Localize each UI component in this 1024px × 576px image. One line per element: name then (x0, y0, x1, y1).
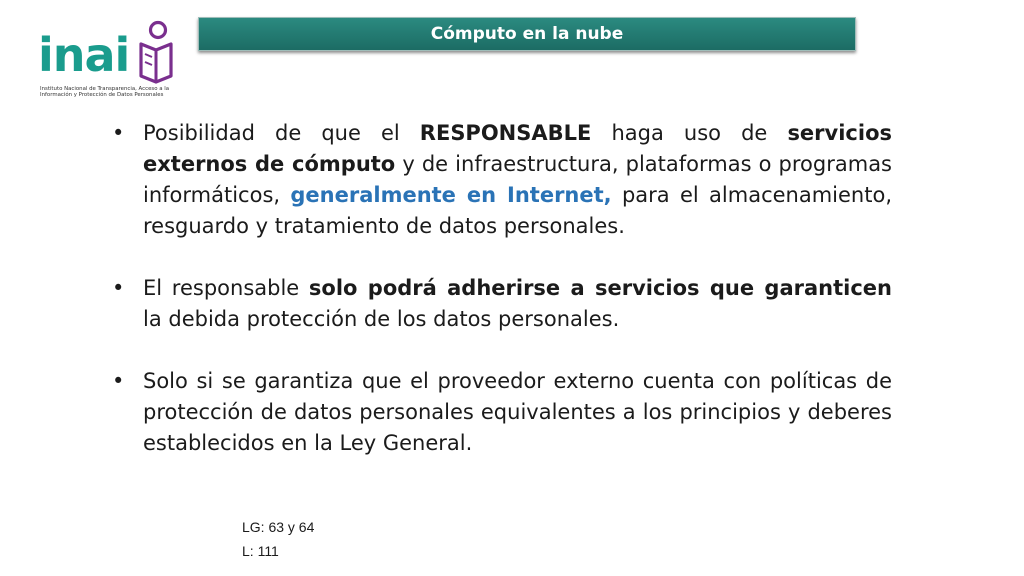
bullet-text: El responsable (143, 276, 309, 300)
logo-wordmark: inai (38, 28, 130, 82)
bullet-text: Solo si se garantiza que el proveedor externo cuenta con políticas de protección de datos personales equivalentes a los principios y deberes establecidos en la Ley General. (143, 369, 892, 455)
inai-logo (38, 20, 188, 106)
bullet-emphasis: solo podrá adherirse a servicios que garanticen (308, 276, 892, 300)
logo-caption: Instituto Nacional de Transparencia, Acceso a la Información y Protección de Datos Personales (40, 86, 170, 99)
bullet-text: la debida protección de los datos personales. (143, 307, 620, 331)
reference-lg: LG: 63 y 64 (242, 519, 315, 535)
bullet-text: y de infraestructura, plataformas o programas informáticos, (143, 152, 892, 207)
slide-title: Cómputo en la nube (430, 24, 624, 44)
bullet-emphasis: RESPONSABLE (419, 121, 592, 145)
bullet-list (112, 118, 892, 490)
bullet-item (112, 366, 892, 459)
bullet-item (112, 118, 892, 242)
slide-title-bar (198, 17, 856, 51)
bullet-text: para el almacenamiento, resguardo y tratamiento de datos personales. (143, 183, 892, 238)
bullet-item (112, 273, 892, 335)
bullet-text: haga uso de (591, 121, 788, 145)
bullet-text: Posibilidad de que el (143, 121, 420, 145)
reference-l: L: 111 (242, 543, 279, 559)
bullet-highlight: generalmente en Internet, (290, 183, 612, 207)
legal-references (242, 515, 314, 563)
bullet-emphasis: servicios externos de cómputo (143, 121, 892, 176)
person-book-icon (136, 20, 176, 86)
